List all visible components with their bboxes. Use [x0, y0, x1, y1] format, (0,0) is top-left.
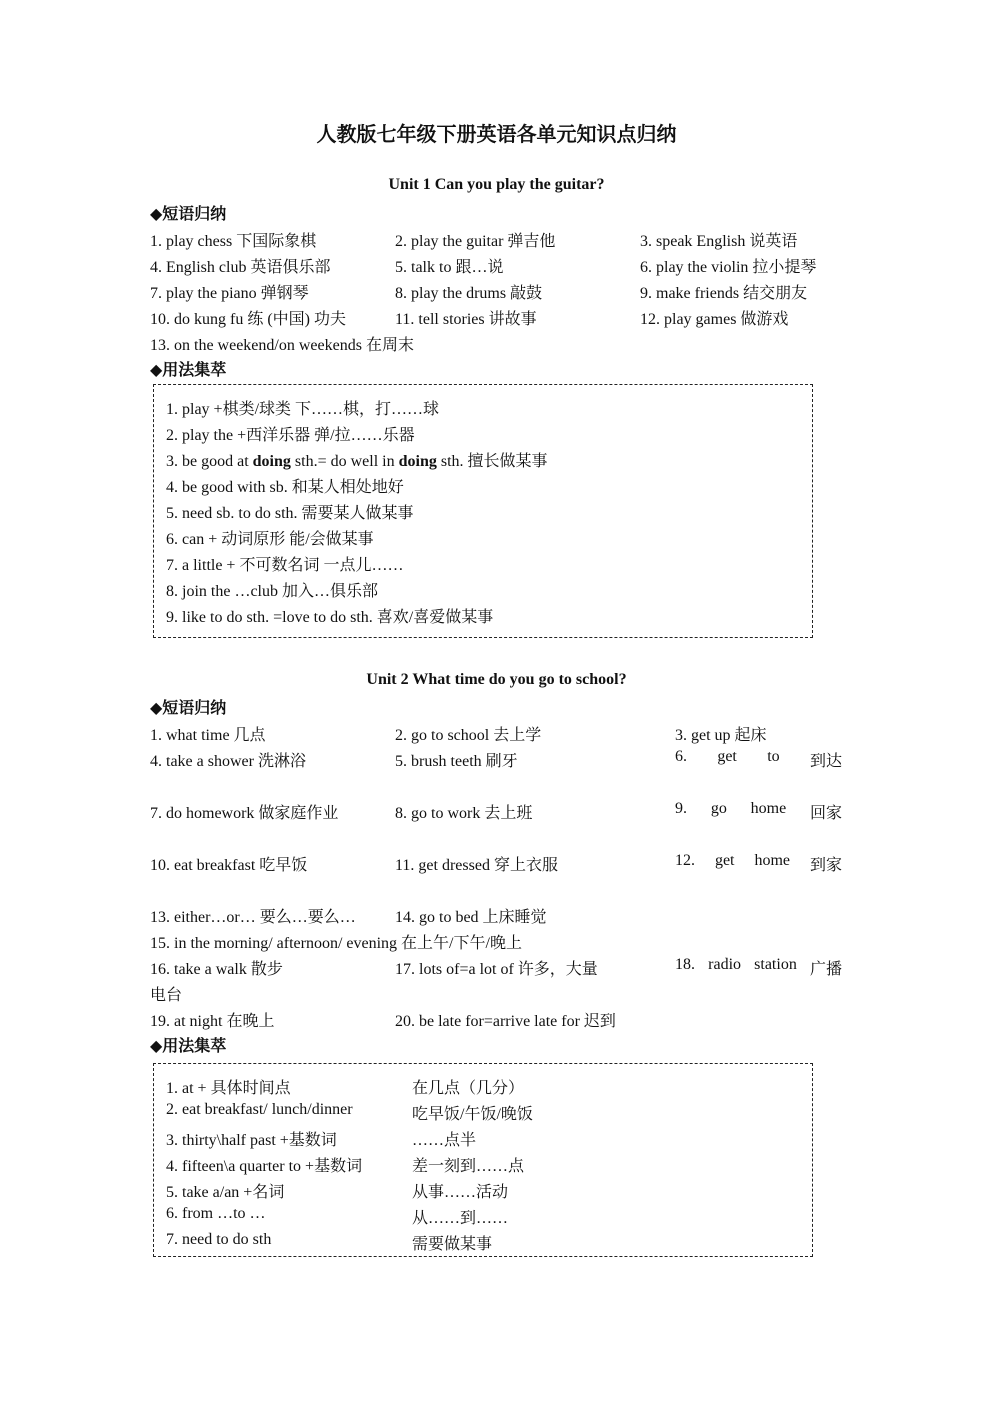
usage-item-right: 在几点（几分）: [412, 1080, 525, 1097]
unit1-phrases-heading: ◆短语归纳: [150, 206, 227, 223]
unit1-usage-heading: ◆用法集萃: [150, 362, 227, 379]
usage-item: 8. join the …club 加入…俱乐部: [166, 583, 378, 600]
unit1-phrase: 6. play the violin 拉小提琴: [640, 259, 817, 276]
usage-item: 5. need sb. to do sth. 需要某人做某事: [166, 505, 414, 522]
usage-item: 7. a little + 不可数名词 一点儿……: [166, 557, 404, 574]
unit1-phrase: 11. tell stories 讲故事: [395, 311, 537, 328]
unit1-phrase: 1. play chess 下国际象棋: [150, 233, 317, 250]
usage-item-right: ……点半: [412, 1132, 477, 1149]
usage-item: 4. be good with sb. 和某人相处地好: [166, 479, 404, 496]
page-title: 人教版七年级下册英语各单元知识点归纳: [316, 124, 677, 146]
usage-item: 2. play the +西洋乐器 弹/拉……乐器: [166, 427, 415, 444]
unit1-phrase: 10. do kung fu 练 (中国) 功夫: [150, 311, 346, 328]
unit2-phrase: 12. get home 到家: [675, 852, 842, 874]
unit2-phrase: 4. take a shower 洗淋浴: [150, 753, 306, 770]
unit1-phrase: 12. play games 做游戏: [640, 311, 789, 328]
unit2-phrase: 2. go to school 去上学: [395, 727, 542, 744]
unit2-phrase-continued: 电台: [150, 987, 183, 1004]
unit2-title: Unit 2 What time do you go to school?: [366, 671, 627, 688]
unit2-phrase: 19. at night 在晚上: [150, 1013, 275, 1030]
unit1-phrase: 7. play the piano 弹钢琴: [150, 285, 309, 302]
unit2-phrase: 16. take a walk 散步: [150, 961, 283, 978]
unit2-phrase: 8. go to work 去上班: [395, 805, 533, 822]
usage-item-left: 5. take a/an +名词: [166, 1184, 285, 1201]
unit1-title: Unit 1 Can you play the guitar?: [388, 176, 605, 193]
unit2-phrase: 1. what time 几点: [150, 727, 266, 744]
unit2-phrase: 10. eat breakfast 吃早饭: [150, 857, 308, 874]
unit2-usage-heading: ◆用法集萃: [150, 1038, 227, 1055]
unit1-phrase: 13. on the weekend/on weekends 在周末: [150, 337, 414, 354]
unit1-phrase: 5. talk to 跟…说: [395, 259, 504, 276]
unit2-phrase: 7. do homework 做家庭作业: [150, 805, 339, 822]
usage-item-left: 3. thirty\half past +基数词: [166, 1132, 337, 1149]
usage-item-left: 2. eat breakfast/ lunch/dinner: [166, 1101, 353, 1118]
usage-item: 9. like to do sth. =love to do sth. 喜欢/喜爱做某事: [166, 609, 494, 626]
unit2-phrase: 13. either…or… 要么…要么…: [150, 909, 356, 926]
usage-item-left: 1. at + 具体时间点: [166, 1080, 291, 1097]
unit1-phrase: 8. play the drums 敲鼓: [395, 285, 543, 302]
unit1-phrase: 4. English club 英语俱乐部: [150, 259, 331, 276]
unit2-phrase: 11. get dressed 穿上衣服: [395, 857, 558, 874]
unit2-phrase: 14. go to bed 上床睡觉: [395, 909, 547, 926]
unit1-phrase: 3. speak English 说英语: [640, 233, 798, 250]
usage-item-right: 从……到……: [412, 1210, 509, 1227]
usage-item-right: 从事……活动: [412, 1184, 509, 1201]
unit1-phrase: 9. make friends 结交朋友: [640, 285, 808, 302]
unit1-usage-box: [153, 384, 813, 638]
unit2-usage-box: [153, 1063, 813, 1257]
unit2-phrase: 9. go home 回家: [675, 800, 842, 822]
unit2-phrase: 6. get to 到达: [675, 748, 842, 770]
unit2-phrase: 15. in the morning/ afternoon/ evening 在上午/下午/晚上: [150, 935, 522, 952]
usage-item-right: 需要做某事: [412, 1236, 493, 1253]
unit1-phrase: 2. play the guitar 弹吉他: [395, 233, 556, 250]
usage-item: 6. can + 动词原形 能/会做某事: [166, 531, 374, 548]
usage-item-right: 吃早饭/午饭/晚饭: [412, 1106, 533, 1123]
unit2-phrase: 5. brush teeth 刷牙: [395, 753, 518, 770]
usage-item: 1. play +棋类/球类 下……棋，打……球: [166, 401, 440, 418]
unit2-phrase: 20. be late for=arrive late for 迟到: [395, 1013, 616, 1030]
usage-item-right: 差一刻到……点: [412, 1158, 525, 1175]
unit2-phrase: 17. lots of=a lot of 许多，大量: [395, 961, 598, 978]
usage-item: 3. be good at doing sth.= do well in doing sth. 擅长做某事: [166, 453, 548, 470]
unit2-phrases-heading: ◆短语归纳: [150, 700, 227, 717]
usage-item-left: 6. from …to …: [166, 1205, 266, 1222]
unit2-phrase: 18. radio station 广播: [675, 956, 842, 978]
unit2-phrase: 3. get up 起床: [675, 727, 767, 744]
usage-item-left: 7. need to do sth: [166, 1231, 272, 1248]
usage-item-left: 4. fifteen\a quarter to +基数词: [166, 1158, 363, 1175]
